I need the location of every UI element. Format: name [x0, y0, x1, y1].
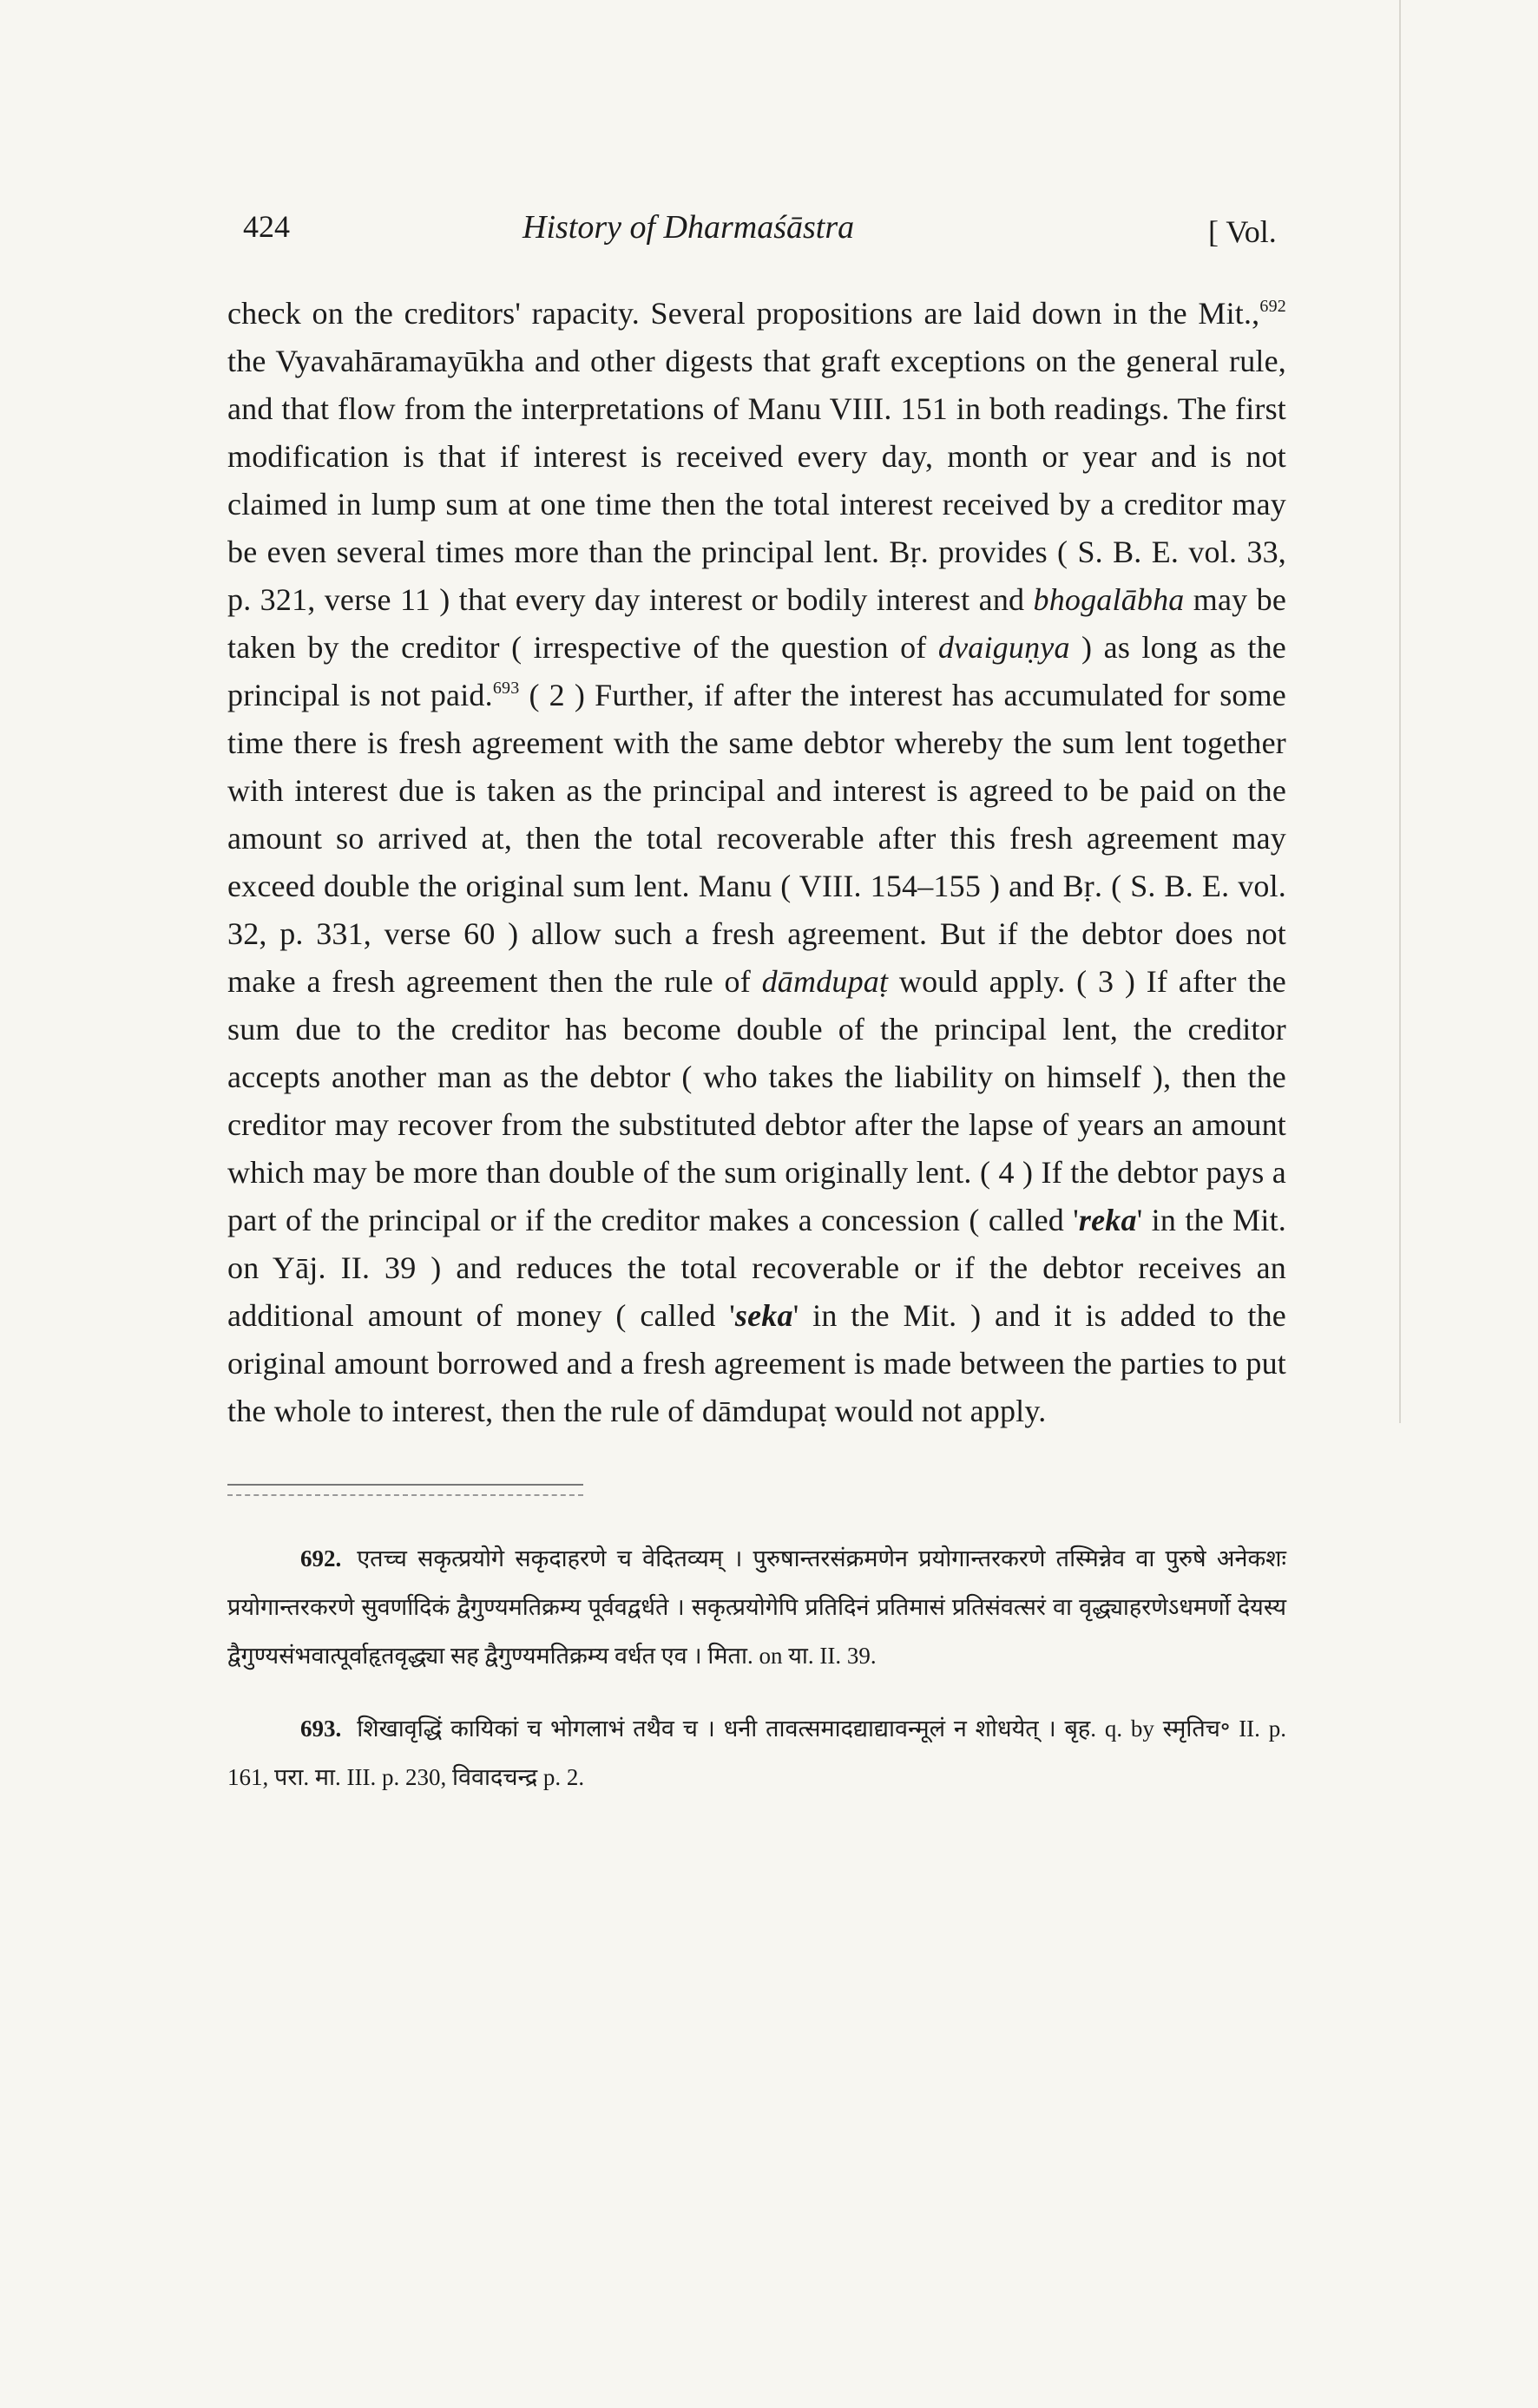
text-run: ( 2 ) Further, if after the interest has accumulated for some time there is fresh agreement with the same debtor whereby the sum lent together with interest due is taken as the principal and interest is agreed to be paid on the amount so arrived at, then the total recoverable after this fresh agreement may exceed double the original sum lent. Manu ( VIII. 154–155 ) and Bṛ. ( S. B. E. vol. 32, p. 331, verse 60 ) allow such a fresh agreement. But if the debtor does not make a fresh agreement then the rule of	[227, 678, 1286, 999]
footnote-number: 693.	[300, 1716, 342, 1742]
footnote-ref-693: 693	[492, 679, 520, 698]
term-damdupat: dāmdupaṭ	[761, 964, 889, 999]
text-run: would apply. ( 3 ) If after the sum due to the creditor has become double of the principal lent, the creditor accepts another man as the debtor ( who takes the liability on himself ), then the creditor may recover from the substituted debtor after the lapse of years an amount which may be more than double of the sum originally lent. ( 4 ) If the debtor pays a part of the principal or if the creditor makes a concession ( called '	[227, 964, 1286, 1237]
footnote-number: 692.	[300, 1545, 342, 1571]
footnote-ref-692: 692	[1259, 297, 1286, 316]
footnote-692	[227, 1534, 1286, 1680]
running-title: History of Dharmaśāstra	[523, 209, 855, 246]
page-number: 424	[243, 209, 290, 244]
margin-line	[1399, 0, 1401, 1423]
text-run: the Vyavahāramayūkha and other digests that graft exceptions on the general rule, and that flow from the interpretations of Manu VIII. 151 in both readings. The first modification is that if interest is received every day, month or year and is not claimed in lump sum at one time then the total interest received by a creditor may be even several times more than the principal lent. Bṛ. provides ( S. B. E. vol. 33, p. 321, verse 11 ) that every day interest or bodily interest and	[227, 344, 1286, 617]
text-run: may be taken by the creditor ( irrespective of the question of	[227, 582, 1287, 665]
term-reka: reka	[1078, 1203, 1137, 1237]
text-run: ' in the Mit. ) and it is added to the original amount borrowed and a fresh agreement is made between the parties to put the whole to interest, then the rule of dāmdupaṭ would not apply.	[227, 1298, 1286, 1428]
volume-label: [ Vol.	[1208, 214, 1277, 249]
text-run: ) as long as the principal is not paid.	[227, 630, 1286, 712]
term-bhogalabha: bhogalābha	[1033, 582, 1185, 617]
body-paragraph	[227, 290, 1286, 1435]
footnote-separator	[227, 1484, 583, 1496]
page	[227, 182, 1286, 1826]
footnotes	[227, 1534, 1286, 1801]
term-seka: seka	[734, 1298, 793, 1333]
footnote-text: शिखावृद्धिं कायिकां च भोगलाभं तथैव च । धनी तावत्समादद्याद्यावन्मूलं न शोधयेत् । बृह. q. by स्मृतिच॰ II. p. 161, परा. मा. III. p. 230, विवादचन्द्र p. 2.	[227, 1716, 1286, 1790]
footnote-text: एतच्च सकृत्प्रयोगे सकृदाहरणे च वेदितव्यम् । पुरुषान्तरसंक्रमणेन प्रयोगान्तरकरणे तस्मिन्नेव वा पुरुषे अनेकशः प्रयोगान्तरकरणे सुवर्णादिकं द्वैगुण्यमतिक्रम्य पूर्ववद्वर्धते । सकृत्प्रयोगेपि प्रतिदिनं प्रतिमासं प्रतिसंवत्सरं वा वृद्ध्याहरणेऽधमर्णो देयस्य द्वैगुण्यसंभवात्पूर्वाहृतवृद्ध्या सह द्वैगुण्यमतिक्रम्य वर्धत एव । मिता. on या. II. 39.	[227, 1545, 1286, 1669]
footnote-693	[227, 1704, 1286, 1801]
running-header	[227, 182, 1286, 249]
term-dvaigunya: dvaiguṇya	[937, 630, 1070, 665]
text-run: ' in the Mit. on Yāj. II. 39 ) and reduces the total recoverable or if the debtor receives an additional amount of money ( called '	[227, 1203, 1286, 1333]
text-run: check on the creditors' rapacity. Several propositions are laid down in the Mit.,	[227, 296, 1260, 331]
